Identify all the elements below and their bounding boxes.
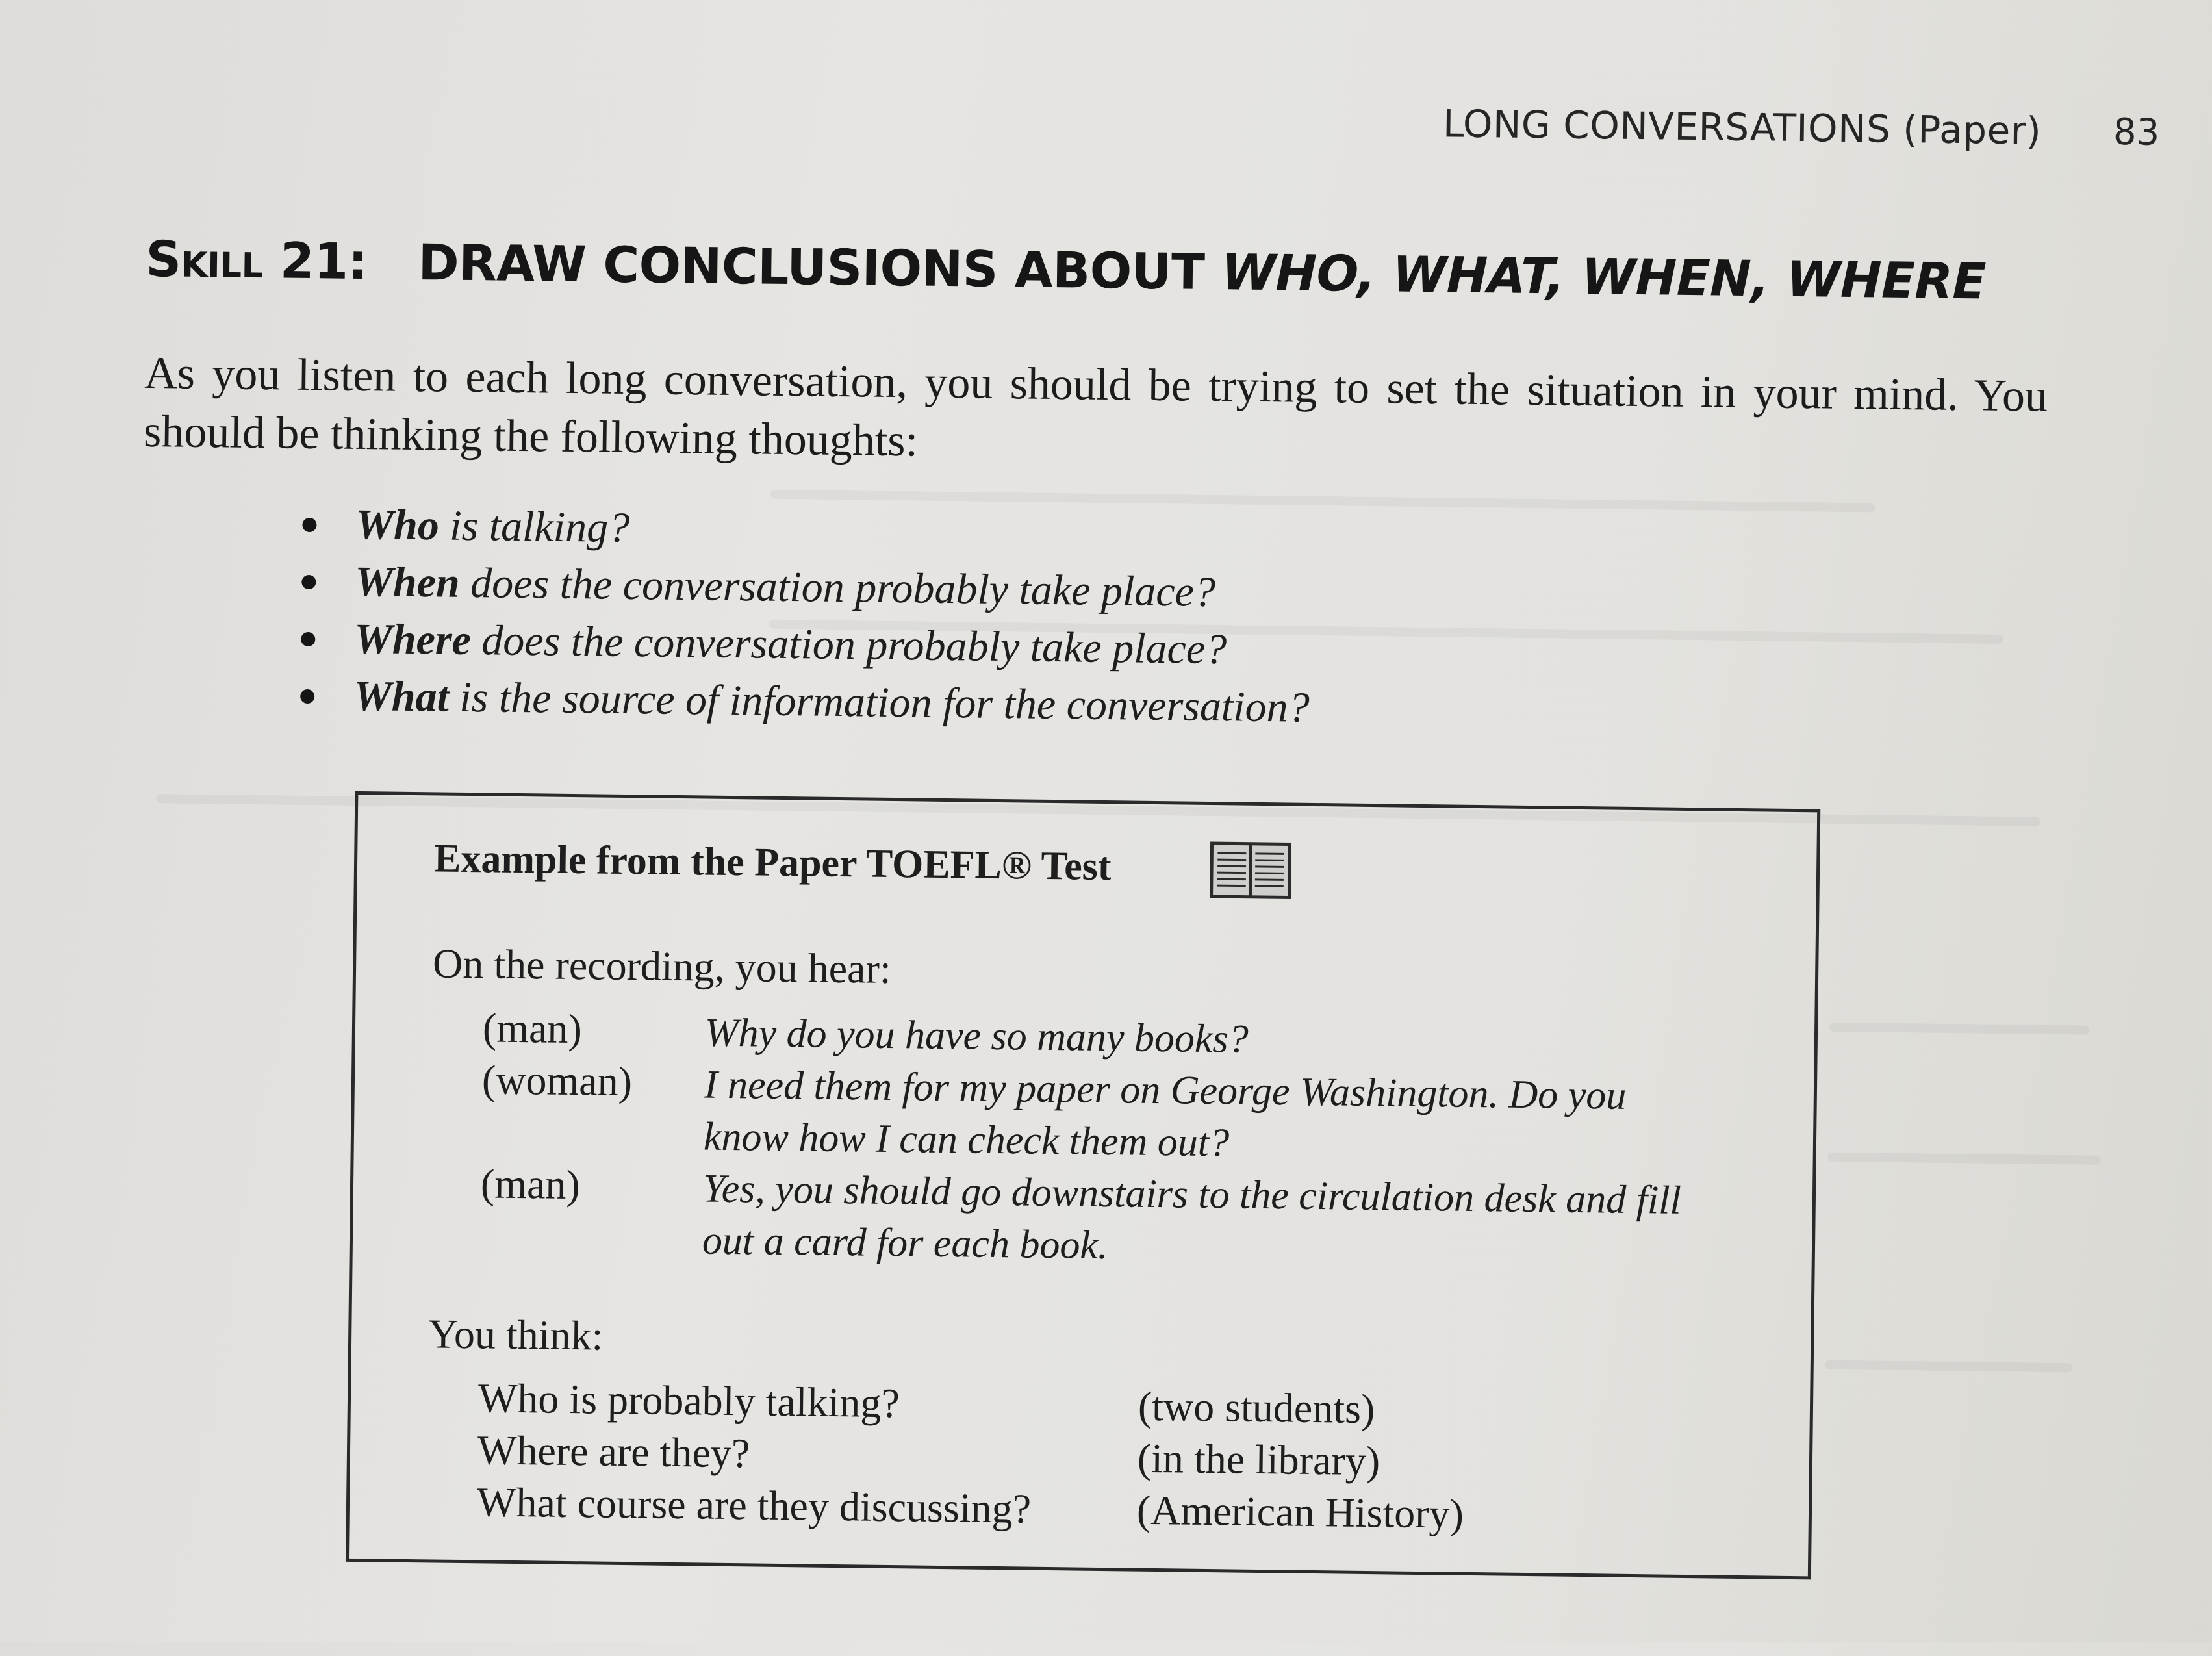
thought-list [300,496,1312,737]
conclusion-answer: (in the library) [1137,1434,1380,1484]
show-through [1825,1360,2072,1373]
bullet-text: does the conversation probably take place? [459,559,1216,617]
dialog-line-text: out a card for each book. [702,1218,1108,1268]
dialog-line [704,1007,1249,1065]
running-head: LONG CONVERSATIONS (Paper) [1442,101,2042,153]
bullet-icon [302,518,316,532]
dialog-line [703,1059,1626,1174]
example-box [346,791,1820,1579]
you-think-label: You think: [427,1310,604,1359]
bullet-keyword: When [354,557,461,607]
example-title: Example from the Paper TOEFL® Test [433,836,1112,889]
show-through [1829,1023,2089,1035]
recording-intro: On the recording, you hear: [432,940,892,993]
list-item [300,667,1310,737]
dialog-line-text: know how I can check them out? [703,1114,1230,1166]
bullet-text: is the source of information for the conversation? [448,673,1310,732]
bullet-text: is talking? [439,502,630,552]
skill-heading-text: DRAW CONCLUSIONS ABOUT [418,233,1222,301]
conclusion-question: Who is probably talking? [477,1375,900,1427]
page-number: 83 [2113,110,2160,154]
open-book-icon [1210,841,1292,900]
intro-paragraph: As you listen to each long conversation, you should be trying to set the situation in your mind. You should be thinking the following thoughts: [143,348,2048,466]
dialog-line-text: I need them for my paper on George Washington. Do you [704,1062,1627,1118]
dialog-line-text: Why do you have so many books? [704,1010,1249,1062]
skill-label: Skill 21: [145,229,368,291]
bullet-keyword: Who [355,500,440,550]
speaker-label: (man) [480,1160,581,1208]
conclusion-answer: (two students) [1138,1382,1375,1433]
bullet-keyword: Where [353,615,472,665]
skill-heading-italic: WHO, WHAT, WHEN, WHERE [1221,243,1987,311]
skill-heading [146,230,1987,311]
bullet-icon [301,632,315,646]
show-through [1828,1153,2101,1165]
bullet-keyword: What [353,672,450,721]
conclusion-answer: (American History) [1136,1486,1464,1537]
conclusion-question: What course are they discussing? [476,1479,1032,1532]
bullet-icon [300,689,314,704]
bullet-icon [301,575,316,589]
bullet-text: does the conversation probably take place? [470,617,1227,674]
speaker-label: (woman) [481,1056,633,1105]
dialog-line-text: Yes, you should go downstairs to the circulation desk and fill [702,1166,1682,1223]
speaker-label: (man) [482,1004,583,1052]
conclusion-question: Where are they? [477,1427,750,1477]
dialog-line [702,1162,1682,1278]
